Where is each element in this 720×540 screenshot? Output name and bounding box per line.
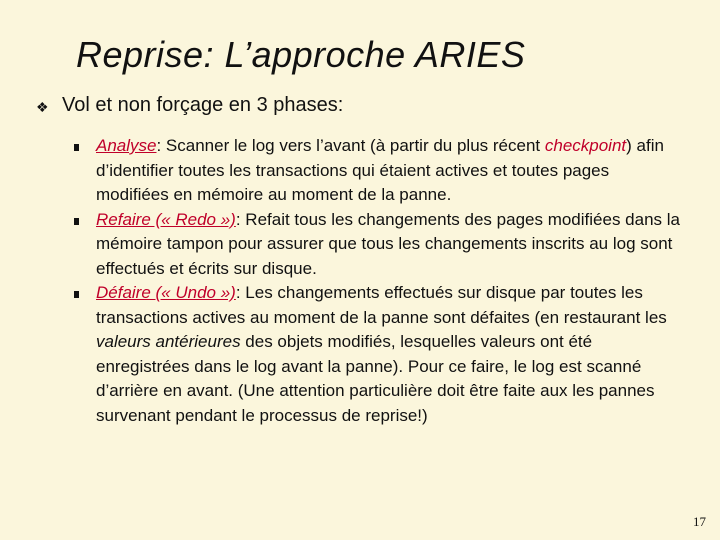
term-checkpoint: checkpoint: [544, 136, 627, 155]
term-undo: Défaire (« Undo »): [96, 283, 236, 302]
page-number: 17: [693, 514, 706, 529]
list-item-redo: [96, 208, 686, 282]
list-item-undo: [96, 281, 686, 428]
bullet-text: : Refait tous les changements des pages modifiées dans la mémoire tampon pour assurer que tous les changements inscrits au log sont effectués et écrits sur disque.: [96, 209, 680, 278]
bullet-text: des objets modifiés, lesquelles valeurs ont été enregistrées dans le log avant la panne). Pour ce faire, le log est scanné d’arrière en avant. (Une attention particulière doit être faite aux les pannes survenant pendant le processus de reprise!): [96, 332, 655, 425]
main-bullet-text: Vol et non forçage en 3 phases:: [62, 94, 344, 116]
emphasis-text: valeurs antérieures: [96, 332, 241, 351]
square-bullet-icon: [74, 144, 79, 151]
square-bullet-icon: [74, 218, 79, 225]
square-bullet-icon: [74, 291, 79, 298]
bullet-text: ) afin d’identifier toutes les transactions qui étaient actives et toutes pages modifiées en mémoire au moment de la panne.: [96, 136, 664, 204]
term-redo: Refaire (« Redo »): [96, 209, 236, 229]
bullet-text: : Les changements effectués sur disque par toutes les transactions actives au moment de la panne sont défaites (en restaurant les: [96, 283, 667, 327]
diamond-bullet-icon: ❖: [36, 99, 49, 115]
bullet-text: : Scanner le log vers l’avant (à partir du plus récent: [156, 136, 545, 155]
term-analyse: Analyse: [96, 136, 157, 155]
list-item-analyse: [96, 134, 686, 208]
slide-title: Reprise: L’approche ARIES: [76, 34, 526, 75]
sub-bullet-list: [96, 134, 686, 428]
